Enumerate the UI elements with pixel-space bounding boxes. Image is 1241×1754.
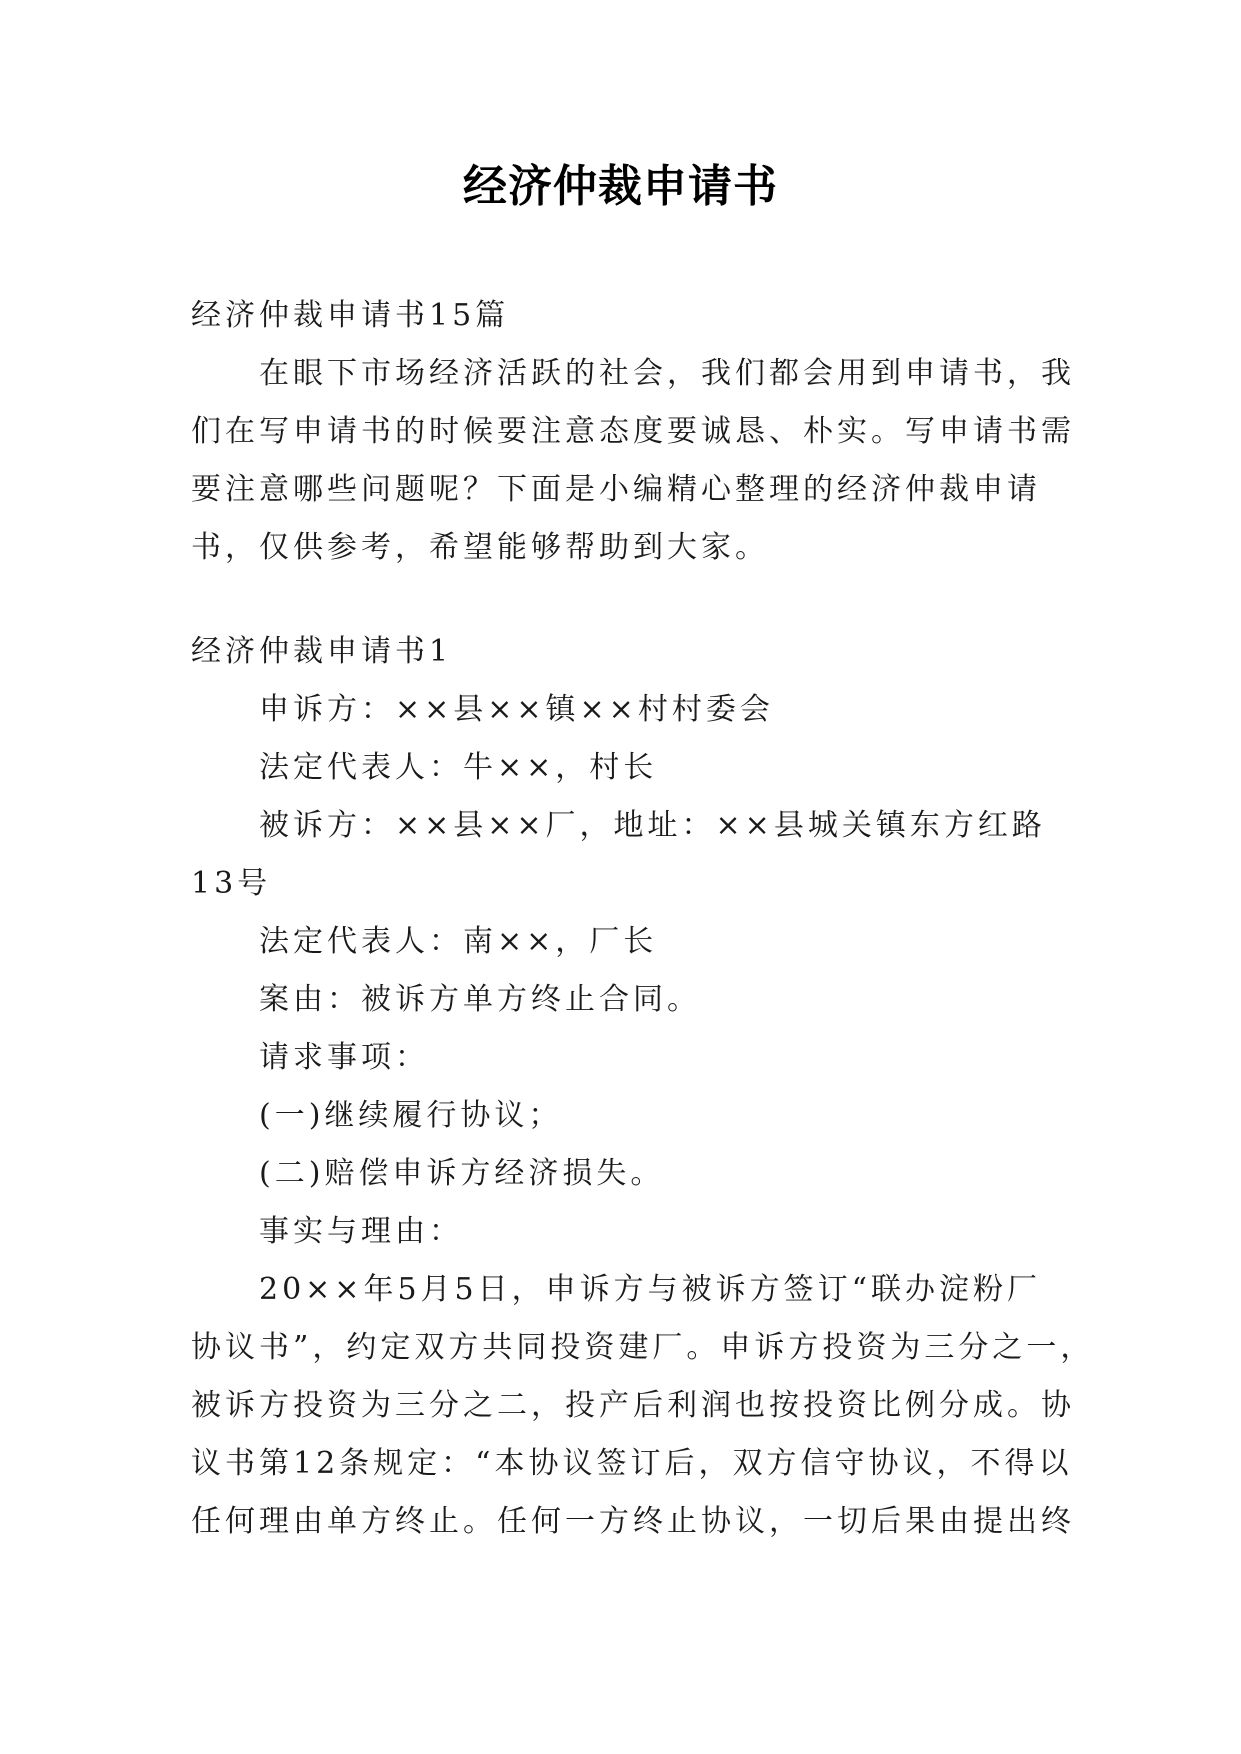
facts-line: 20××年5月5日，申诉方与被诉方签订“联办淀粉厂 [259,1272,1041,1307]
claim-item: (二)赔偿申诉方经济损失。 [259,1156,665,1191]
facts-heading: 事实与理由： [259,1214,463,1249]
intro-line: 书，仅供参考，希望能够帮助到大家。 [191,530,769,565]
document-title: 经济仲裁申请书 [463,161,778,212]
complainant-representative-line: 法定代表人：牛××，村长 [259,750,658,785]
facts-line: 议书第12条规定：“本协议签订后，双方信守协议，不得以 [191,1446,1073,1481]
claim-item: (一)继续履行协议； [259,1098,563,1133]
facts-line: 被诉方投资为三分之二，投产后利润也按投资比例分成。协 [191,1388,1075,1423]
section-heading: 经济仲裁申请书1 [191,634,453,669]
respondent-line: 被诉方：××县××厂，地址：××县城关镇东方红路 [259,808,1046,843]
respondent-line-continued: 13号 [191,866,272,901]
facts-line: 协议书”，约定双方共同投资建厂。申诉方投资为三分之一， [191,1330,1095,1365]
subtitle-line: 经济仲裁申请书15篇 [191,298,510,333]
case-cause-line: 案由：被诉方单方终止合同。 [259,982,701,1017]
intro-line: 在眼下市场经济活跃的社会，我们都会用到申请书，我 [259,356,1075,391]
respondent-representative-line: 法定代表人：南××，厂长 [259,924,658,959]
paragraph-gap [191,577,1056,623]
intro-line: 要注意哪些问题呢？下面是小编精心整理的经济仲裁申请 [191,472,1041,507]
intro-line: 们在写申请书的时候要注意态度要诚恳、朴实。写申请书需 [191,414,1075,449]
facts-line: 任何理由单方终止。任何一方终止协议，一切后果由提出终 [191,1504,1075,1539]
complainant-line: 申诉方：××县××镇××村村委会 [259,692,774,727]
document-body [191,287,1095,1551]
claims-heading: 请求事项： [259,1040,429,1075]
